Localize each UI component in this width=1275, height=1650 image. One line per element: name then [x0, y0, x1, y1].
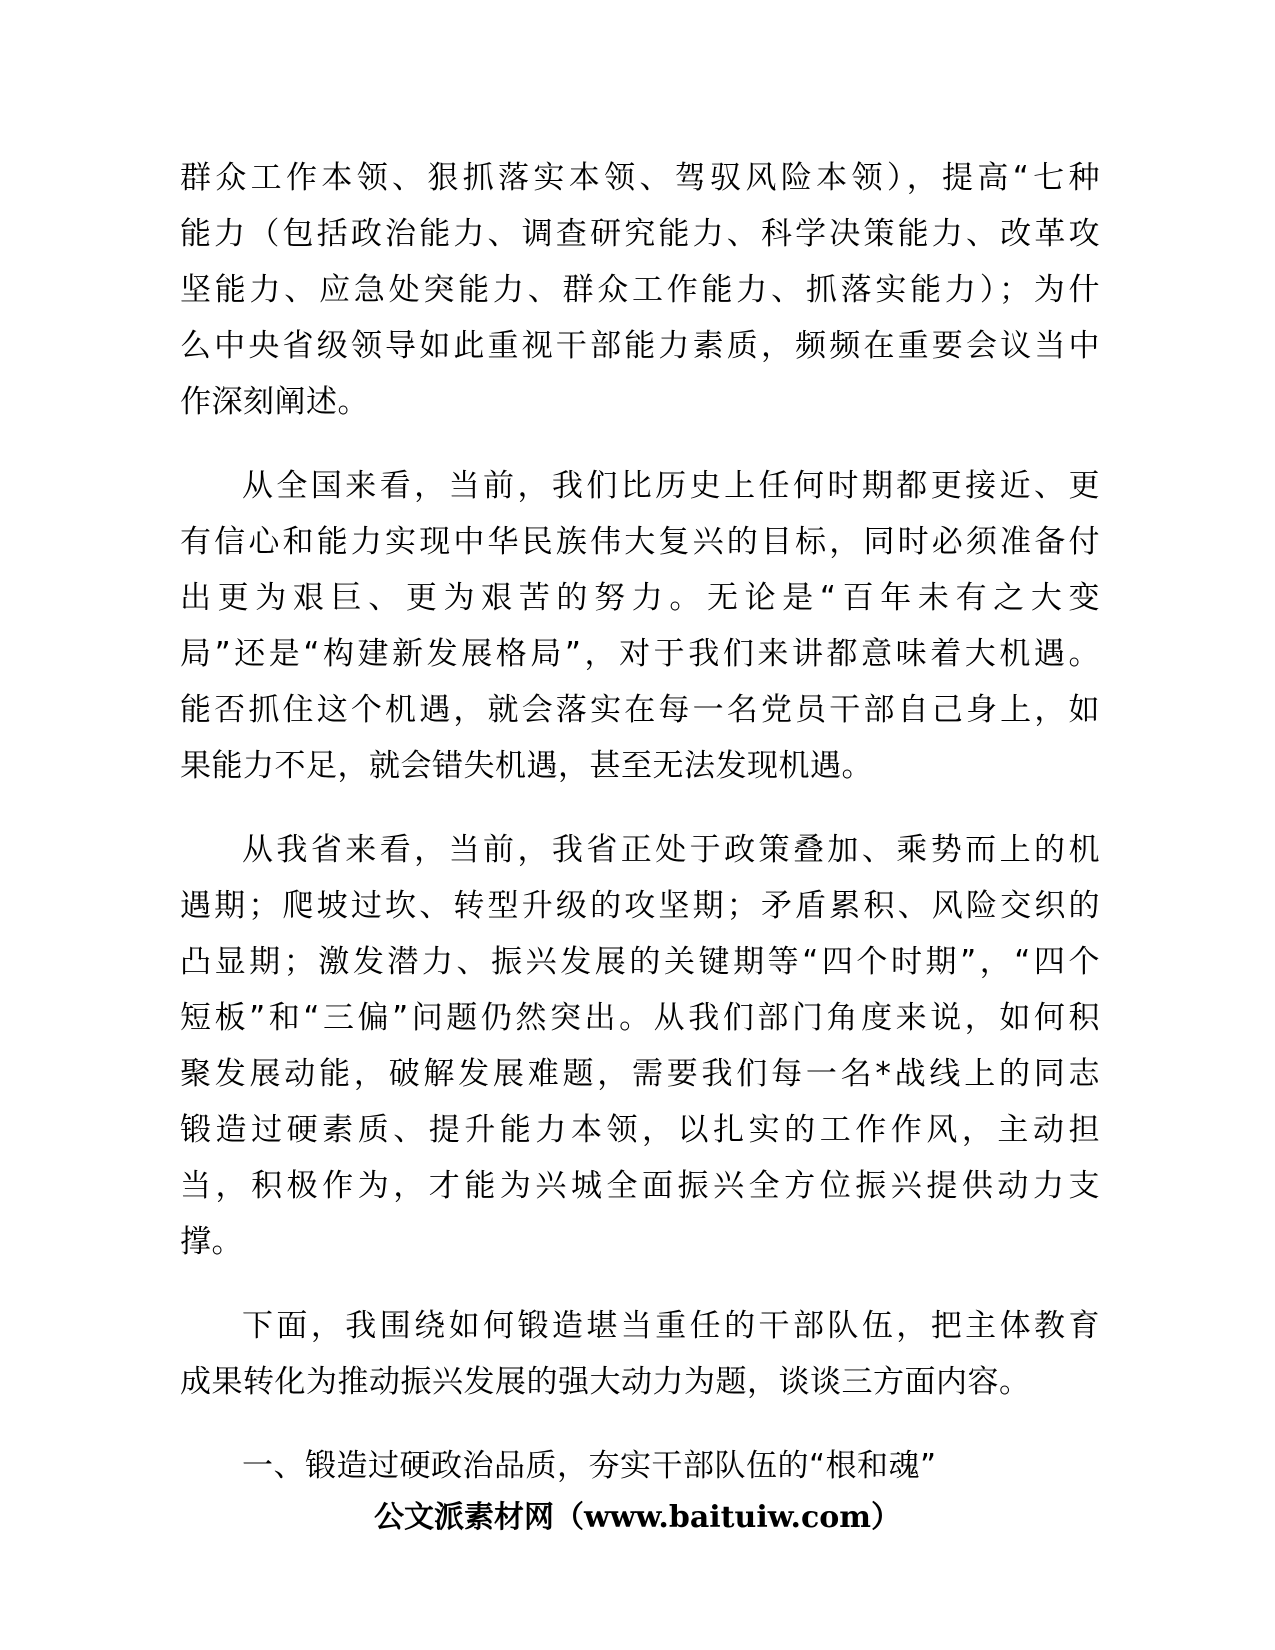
paragraph-4 — [180, 1298, 1100, 1410]
paragraph-1 — [180, 150, 1100, 430]
text-line: 短板”和“三偏”问题仍然突出。从我们部门角度来说，如何积 — [180, 1000, 1100, 1036]
text-line: 从我省来看，当前，我省正处于政策叠加、乘势而上的机 — [242, 832, 1100, 868]
text-line: 从全国来看，当前，我们比历史上任何时期都更接近、更 — [242, 468, 1100, 504]
text-line: 当，积极作为，才能为兴城全面振兴全方位振兴提供动力支 — [180, 1168, 1100, 1204]
text-line: 能否抓住这个机遇，就会落实在每一名党员干部自己身上，如 — [180, 692, 1100, 728]
text-line: 群众工作本领、狠抓落实本领、驾驭风险本领），提高“七种 — [180, 160, 1100, 196]
text-line: 坚能力、应急处突能力、群众工作能力、抓落实能力）；为什 — [180, 272, 1100, 308]
text-line: 能力（包括政治能力、调查研究能力、科学决策能力、改革攻 — [180, 216, 1100, 252]
text-line: 撑。 — [180, 1224, 243, 1260]
text-line: 锻造过硬素质、提升能力本领，以扎实的工作作风，主动担 — [180, 1112, 1100, 1148]
text-line: 有信心和能力实现中华民族伟大复兴的目标，同时必须准备付 — [180, 524, 1100, 560]
text-line: 聚发展动能，破解发展难题，需要我们每一名*战线上的同志 — [180, 1056, 1100, 1092]
paragraph-3 — [180, 822, 1100, 1270]
text-line: 作深刻阐述。 — [180, 384, 369, 420]
text-line: 遇期；爬坡过坎、转型升级的攻坚期；矛盾累积、风险交织的 — [180, 888, 1100, 924]
document-body — [180, 150, 1100, 1494]
text-line: 下面，我围绕如何锻造堪当重任的干部队伍，把主体教育 — [242, 1308, 1100, 1344]
footer-source: 公文派素材网（www.baituiw.com） — [373, 1500, 902, 1535]
text-line: 凸显期；激发潜力、振兴发展的关键期等“四个时期”，“四个 — [180, 944, 1100, 980]
text-line: 果能力不足，就会错失机遇，甚至无法发现机遇。 — [180, 748, 873, 784]
text-line: 成果转化为推动振兴发展的强大动力为题，谈谈三方面内容。 — [180, 1364, 1031, 1400]
text-line: 出更为艰巨、更为艰苦的努力。无论是“百年未有之大变 — [180, 580, 1100, 616]
section-heading — [180, 1438, 1100, 1494]
text-line: 么中央省级领导如此重视干部能力素质，频频在重要会议当中 — [180, 328, 1100, 364]
paragraph-2 — [180, 458, 1100, 794]
heading-line: 一、锻造过硬政治品质，夯实干部队伍的“根和魂” — [242, 1448, 937, 1484]
text-line: 局”还是“构建新发展格局”，对于我们来讲都意味着大机遇。 — [180, 636, 1100, 672]
